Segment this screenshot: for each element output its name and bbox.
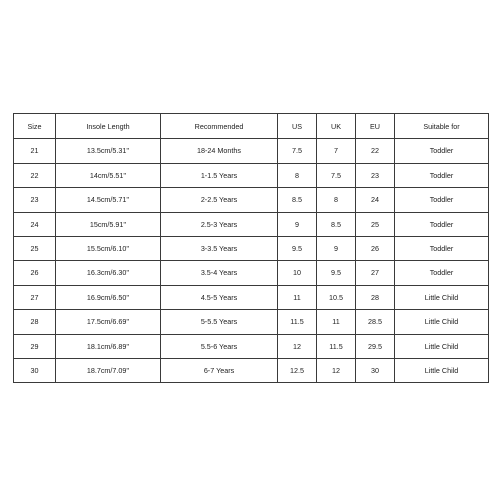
cell-recommended: 1-1.5 Years [161, 163, 278, 187]
cell-size: 22 [14, 163, 56, 187]
table-row [14, 163, 489, 187]
cell-suitable-for: Little Child [395, 358, 489, 382]
cell-size: 28 [14, 310, 56, 334]
cell-size: 27 [14, 285, 56, 309]
cell-suitable-for: Little Child [395, 310, 489, 334]
table-row [14, 261, 489, 285]
table-row [14, 334, 489, 358]
table-row [14, 188, 489, 212]
cell-insole-length: 15.5cm/6.10'' [56, 236, 161, 260]
cell-us: 8 [278, 163, 317, 187]
table-body [14, 139, 489, 383]
cell-us: 11.5 [278, 310, 317, 334]
table-row [14, 358, 489, 382]
cell-uk: 7 [317, 139, 356, 163]
cell-us: 10 [278, 261, 317, 285]
cell-uk: 11.5 [317, 334, 356, 358]
header-uk: UK [317, 114, 356, 139]
cell-uk: 9.5 [317, 261, 356, 285]
cell-eu: 29.5 [356, 334, 395, 358]
cell-us: 8.5 [278, 188, 317, 212]
cell-us: 9.5 [278, 236, 317, 260]
cell-size: 25 [14, 236, 56, 260]
cell-uk: 8.5 [317, 212, 356, 236]
cell-eu: 25 [356, 212, 395, 236]
cell-insole-length: 14cm/5.51'' [56, 163, 161, 187]
header-recommended: Recommended [161, 114, 278, 139]
cell-insole-length: 14.5cm/5.71'' [56, 188, 161, 212]
cell-recommended: 4.5-5 Years [161, 285, 278, 309]
cell-suitable-for: Toddler [395, 163, 489, 187]
cell-us: 12.5 [278, 358, 317, 382]
cell-insole-length: 13.5cm/5.31'' [56, 139, 161, 163]
cell-eu: 30 [356, 358, 395, 382]
header-suitable-for: Suitable for [395, 114, 489, 139]
cell-uk: 9 [317, 236, 356, 260]
cell-insole-length: 18.1cm/6.89'' [56, 334, 161, 358]
table-header [14, 114, 489, 139]
cell-recommended: 5.5-6 Years [161, 334, 278, 358]
cell-us: 11 [278, 285, 317, 309]
cell-size: 26 [14, 261, 56, 285]
cell-recommended: 18-24 Months [161, 139, 278, 163]
cell-size: 29 [14, 334, 56, 358]
cell-size: 30 [14, 358, 56, 382]
cell-eu: 22 [356, 139, 395, 163]
header-us: US [278, 114, 317, 139]
cell-recommended: 2.5-3 Years [161, 212, 278, 236]
cell-recommended: 3-3.5 Years [161, 236, 278, 260]
cell-eu: 28 [356, 285, 395, 309]
cell-insole-length: 16.3cm/6.30'' [56, 261, 161, 285]
cell-suitable-for: Toddler [395, 261, 489, 285]
cell-recommended: 2-2.5 Years [161, 188, 278, 212]
cell-insole-length: 17.5cm/6.69'' [56, 310, 161, 334]
cell-uk: 7.5 [317, 163, 356, 187]
cell-suitable-for: Toddler [395, 236, 489, 260]
table-row [14, 310, 489, 334]
cell-uk: 12 [317, 358, 356, 382]
cell-suitable-for: Little Child [395, 285, 489, 309]
cell-eu: 23 [356, 163, 395, 187]
table-row [14, 212, 489, 236]
cell-size: 24 [14, 212, 56, 236]
cell-recommended: 5-5.5 Years [161, 310, 278, 334]
table-row [14, 139, 489, 163]
table-row [14, 285, 489, 309]
cell-us: 12 [278, 334, 317, 358]
cell-recommended: 6-7 Years [161, 358, 278, 382]
cell-uk: 10.5 [317, 285, 356, 309]
cell-eu: 26 [356, 236, 395, 260]
header-row [14, 114, 489, 139]
cell-eu: 27 [356, 261, 395, 285]
cell-us: 7.5 [278, 139, 317, 163]
size-chart-table [13, 113, 489, 383]
cell-insole-length: 15cm/5.91'' [56, 212, 161, 236]
header-eu: EU [356, 114, 395, 139]
cell-suitable-for: Toddler [395, 212, 489, 236]
cell-uk: 8 [317, 188, 356, 212]
cell-insole-length: 16.9cm/6.50'' [56, 285, 161, 309]
cell-eu: 28.5 [356, 310, 395, 334]
cell-uk: 11 [317, 310, 356, 334]
cell-eu: 24 [356, 188, 395, 212]
cell-suitable-for: Toddler [395, 139, 489, 163]
cell-recommended: 3.5-4 Years [161, 261, 278, 285]
cell-size: 21 [14, 139, 56, 163]
header-size: Size [14, 114, 56, 139]
cell-insole-length: 18.7cm/7.09'' [56, 358, 161, 382]
cell-suitable-for: Little Child [395, 334, 489, 358]
header-insole-length: Insole Length [56, 114, 161, 139]
cell-us: 9 [278, 212, 317, 236]
cell-size: 23 [14, 188, 56, 212]
table-row [14, 236, 489, 260]
cell-suitable-for: Toddler [395, 188, 489, 212]
